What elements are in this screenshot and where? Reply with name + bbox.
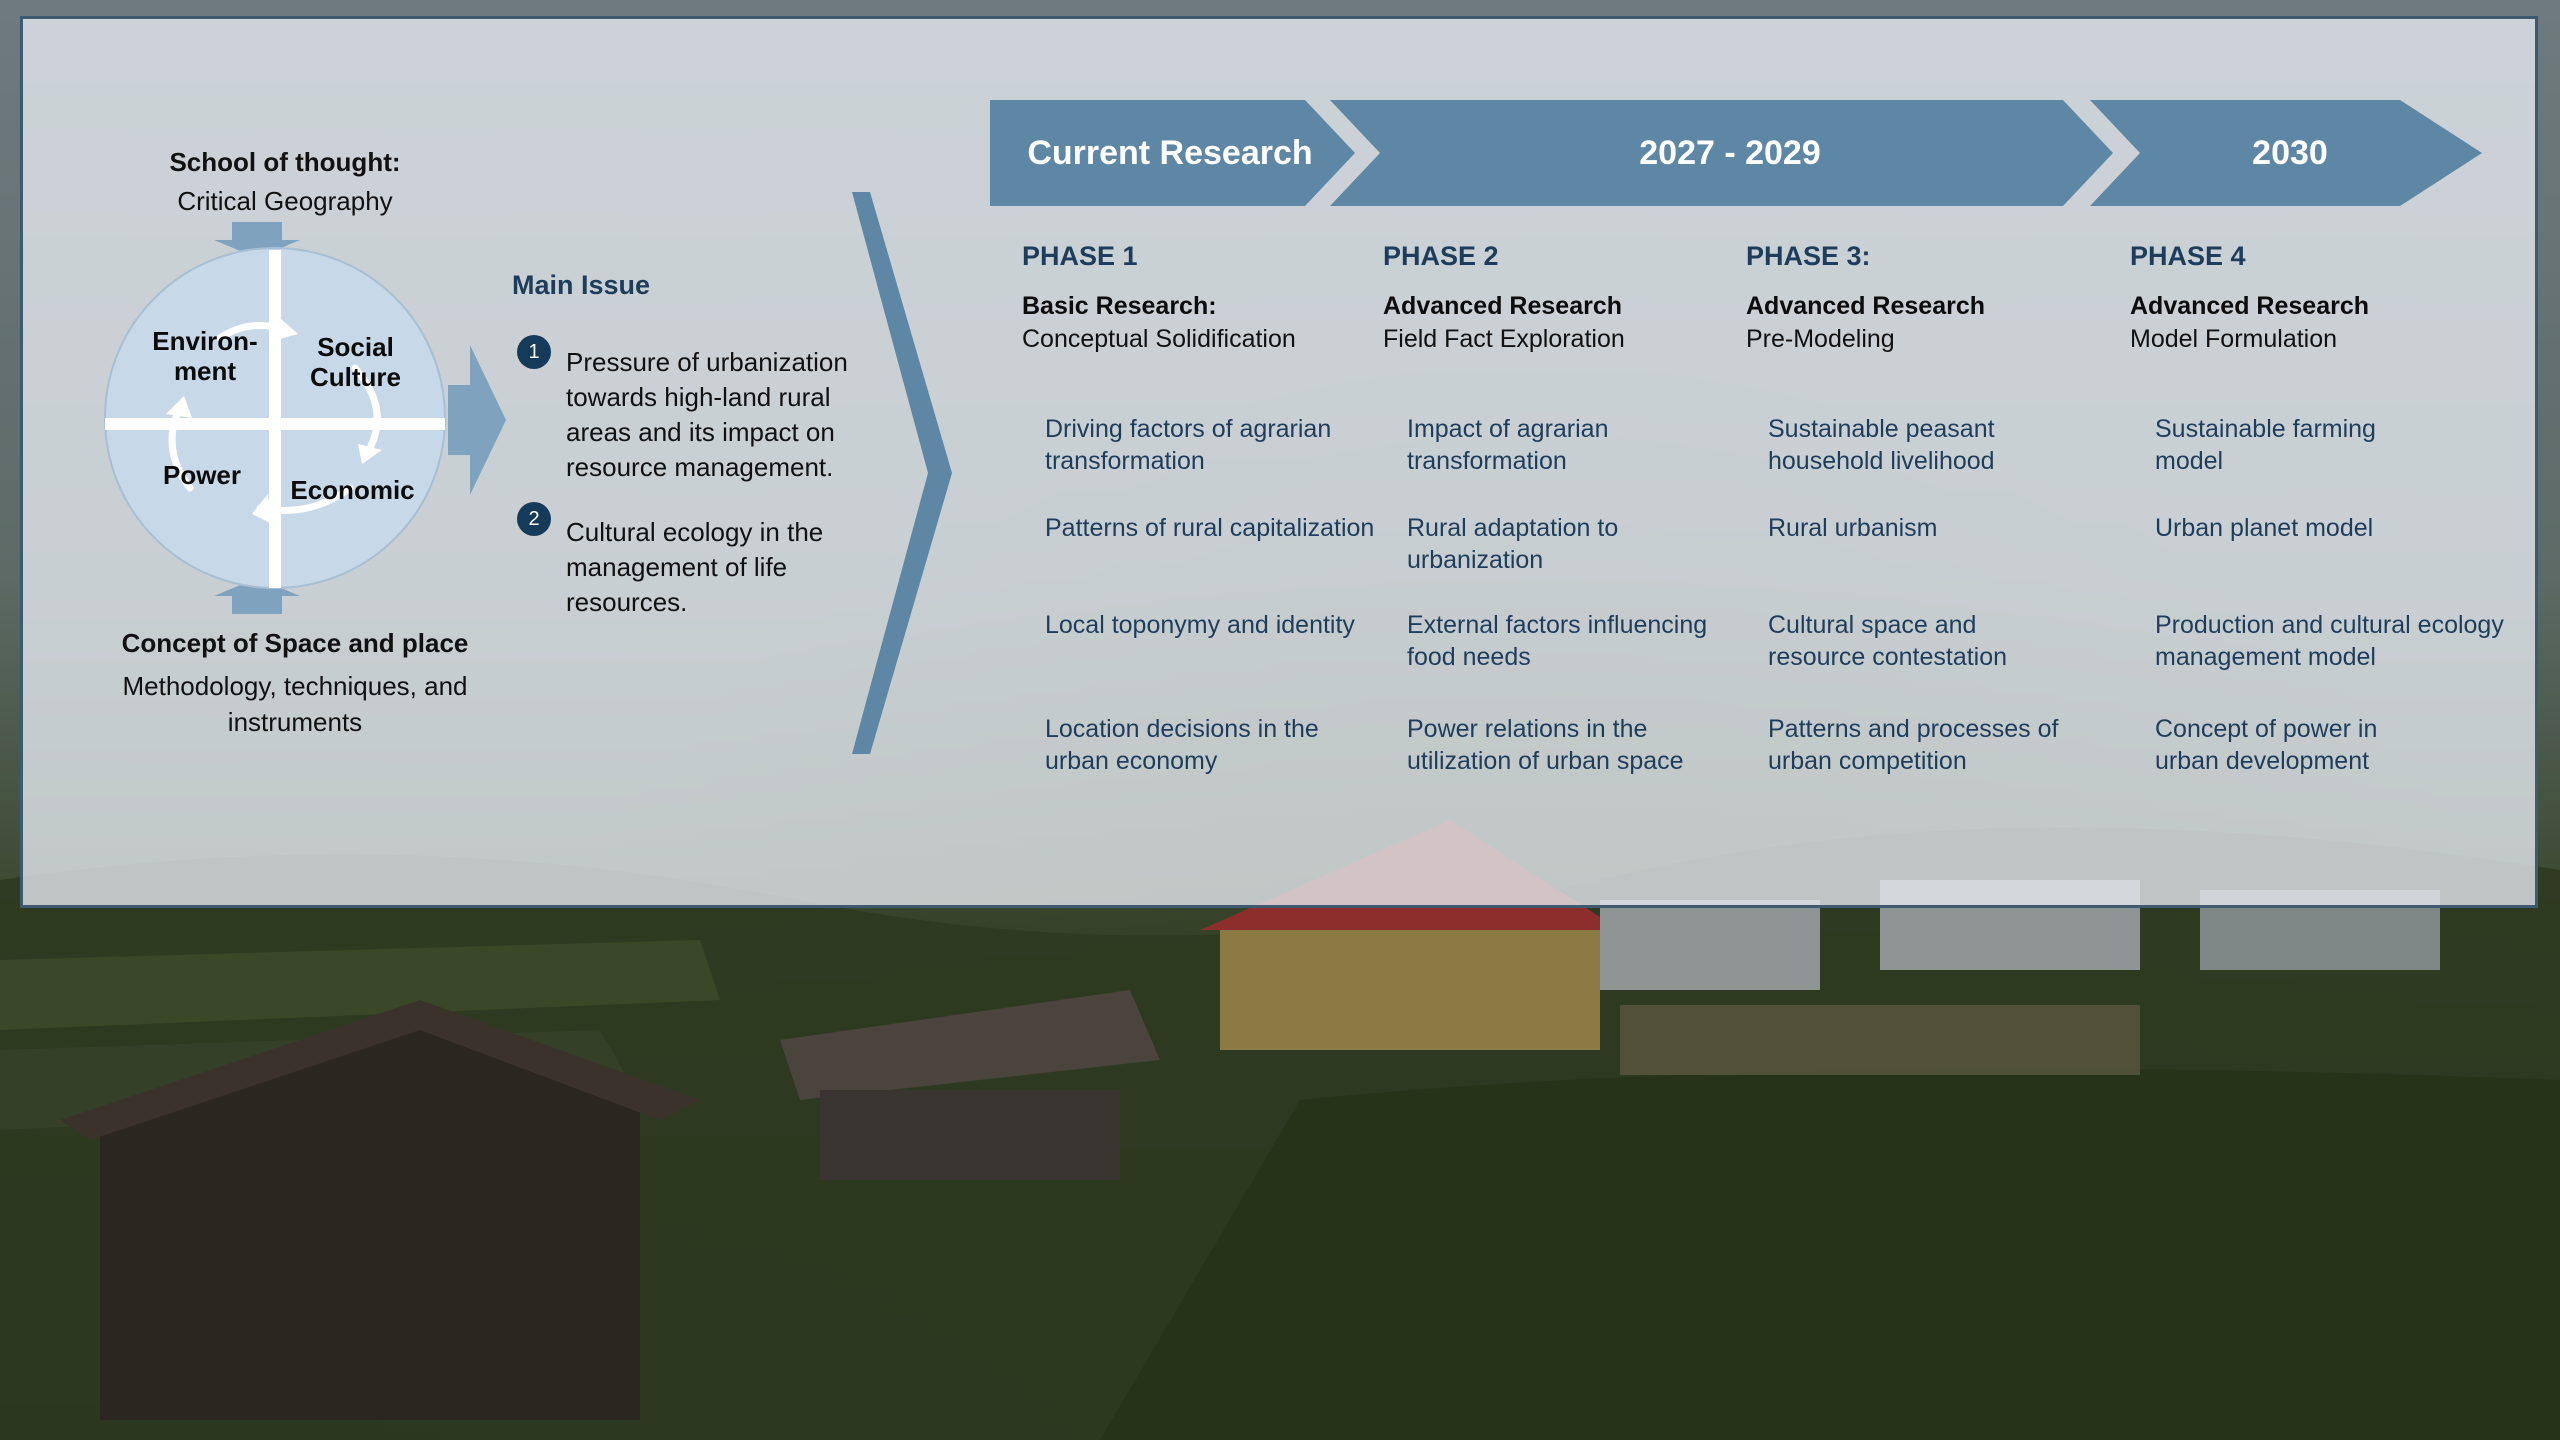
phase-3-label: PHASE 3: xyxy=(1746,241,1871,271)
arrow-right-icon xyxy=(448,345,508,495)
phase-3-subtitle: Pre-Modeling xyxy=(1746,325,1895,353)
arrow-label-2027-2029: 2027 - 2029 xyxy=(1639,134,1821,172)
phase-4-item: Concept of power in urban development xyxy=(2155,715,2378,775)
phase-2-title: Advanced Research xyxy=(1383,292,1623,320)
phase-1-subtitle: Conceptual Solidification xyxy=(1022,325,1296,353)
arrow-label-2030: 2030 xyxy=(2252,134,2328,172)
quadrant-power: Power xyxy=(162,460,242,490)
quadrant-environment: Environ- ment xyxy=(152,326,258,386)
phase-3-item: Cultural space and resource contestation xyxy=(1768,611,2008,671)
phase-2-subtitle: Field Fact Exploration xyxy=(1383,325,1625,353)
issue-number-2: 2 xyxy=(517,502,551,536)
phase-3-title: Advanced Research xyxy=(1746,292,1986,320)
phase-4-label: PHASE 4 xyxy=(2130,241,2246,271)
phase-1-item: Patterns of rural capitalization xyxy=(1045,514,1375,542)
phase-2-item: Rural adaptation to urbanization xyxy=(1407,514,1619,574)
issue-text-2: Cultural ecology in the management of life resources. xyxy=(566,517,824,617)
phase-4-item: Production and cultural ecology management model xyxy=(2155,611,2504,671)
phase-1-item: Driving factors of agrarian transformation xyxy=(1045,415,1332,475)
concept-value: Methodology, techniques, and instruments xyxy=(122,671,468,737)
chevron-separator-icon xyxy=(852,192,952,754)
quadrant-social-culture: Social Culture xyxy=(310,332,401,392)
concept-title: Concept of Space and place xyxy=(121,628,469,658)
phase-2-item: Power relations in the utilization of urban space xyxy=(1407,715,1684,775)
phase-1-title: Basic Research: xyxy=(1022,292,1217,320)
issue-text-1: Pressure of urbanization towards high-land rural areas and its impact on resource management. xyxy=(566,347,848,482)
phase-4-title: Advanced Research xyxy=(2130,292,2370,320)
phase-2-label: PHASE 2 xyxy=(1383,241,1499,271)
school-of-thought-title: School of thought: xyxy=(169,147,401,177)
phase-1-item: Local toponymy and identity xyxy=(1045,611,1355,639)
phase-4-item: Urban planet model xyxy=(2155,514,2374,542)
phase-4-subtitle: Model Formulation xyxy=(2130,325,2338,353)
main-issue-title: Main Issue xyxy=(512,270,651,300)
phase-4-item: Sustainable farming model xyxy=(2155,415,2376,475)
quadrant-economic: Economic xyxy=(290,475,415,505)
phase-1-item: Location decisions in the urban economy xyxy=(1045,715,1319,775)
phase-2-item: External factors influencing food needs xyxy=(1407,611,1708,671)
school-of-thought-value: Critical Geography xyxy=(177,186,393,216)
phase-2-item: Impact of agrarian transformation xyxy=(1407,415,1609,475)
phase-3-item: Patterns and processes of urban competition xyxy=(1768,715,2059,775)
phase-3-item: Rural urbanism xyxy=(1768,514,1938,542)
arrow-label-current-research: Current Research xyxy=(1027,134,1313,172)
framework-circle xyxy=(100,218,470,618)
phase-1-label: PHASE 1 xyxy=(1022,241,1138,271)
issue-number-1: 1 xyxy=(517,335,551,369)
phase-3-item: Sustainable peasant household livelihood xyxy=(1768,415,1995,475)
